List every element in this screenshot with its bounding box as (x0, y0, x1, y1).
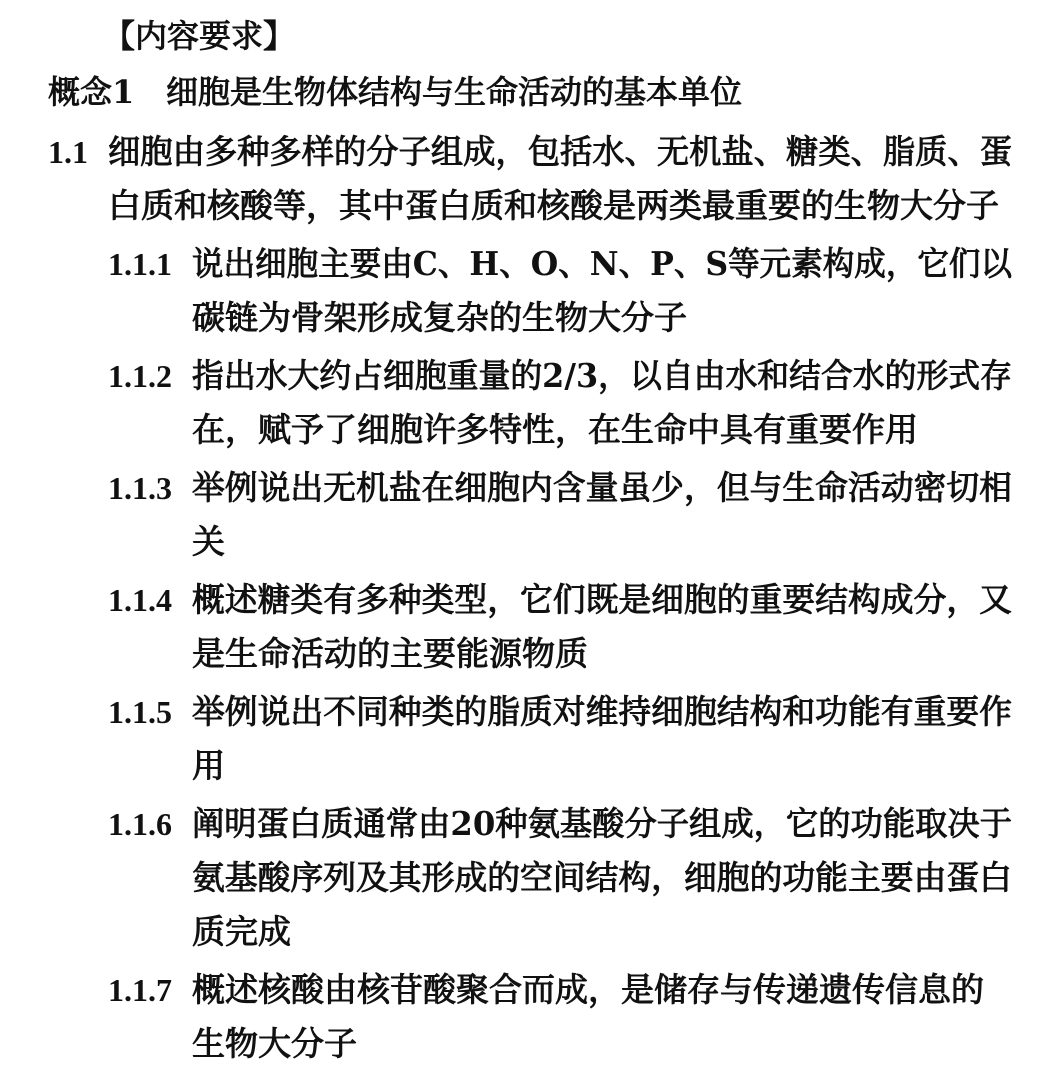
subitem-number: 1.1.6 (108, 806, 172, 842)
concept-heading (48, 72, 742, 112)
item-text-line: 白质和核酸等，其中蛋白质和核酸是两类最重要的生物大分子 (108, 186, 999, 225)
item-number: 1.1 (48, 134, 88, 170)
concept-title: 细胞是生物体结构与生命活动的基本单位 (166, 73, 743, 111)
subitem-text-line: 阐明蛋白质通常由20种氨基酸分子组成，它的功能取决于 (192, 804, 1013, 843)
subitem-number: 1.1.7 (108, 972, 172, 1008)
subitem-number: 1.1.5 (108, 694, 172, 730)
subitem-number: 1.1.1 (108, 246, 172, 282)
subitem-number: 1.1.3 (108, 470, 172, 506)
subitem-text-line: 用 (192, 746, 225, 785)
subitem-text-line: 氨基酸序列及其形成的空间结构，细胞的功能主要由蛋白 (192, 858, 1012, 897)
subitem-text-line: 碳链为骨架形成复杂的生物大分子 (192, 298, 687, 337)
subitem-text-line: 是生命活动的主要能源物质 (192, 634, 588, 673)
subitem-number: 1.1.2 (108, 358, 172, 394)
item-text-line: 细胞由多种多样的分子组成，包括水、无机盐、糖类、脂质、蛋 (108, 132, 1013, 171)
subitem-text-line: 说出细胞主要由C、H、O、N、P、S等元素构成，它们以 (192, 244, 1012, 283)
subitem-text-line: 在，赋予了细胞许多特性，在生命中具有重要作用 (192, 410, 918, 449)
subitem-text-line: 指出水大约占细胞重量的2/3，以自由水和结合水的形式存 (192, 356, 1012, 395)
subitem-number: 1.1.4 (108, 582, 172, 618)
section-heading: 【内容要求】 (103, 17, 296, 55)
subitem-text-line: 关 (192, 522, 225, 561)
subitem-text-line: 质完成 (192, 912, 291, 951)
concept-number: 概念1 (48, 73, 135, 111)
subitem-text-line: 举例说出无机盐在细胞内含量虽少，但与生命活动密切相 (192, 468, 1012, 507)
subitem-text-line: 生物大分子 (192, 1024, 357, 1063)
subitem-text-line: 概述糖类有多种类型，它们既是细胞的重要结构成分，又 (192, 580, 1012, 619)
subitem-text-line: 概述核酸由核苷酸聚合而成，是储存与传递遗传信息的 (192, 970, 984, 1009)
subitem-text-line: 举例说出不同种类的脂质对维持细胞结构和功能有重要作 (192, 692, 1012, 731)
